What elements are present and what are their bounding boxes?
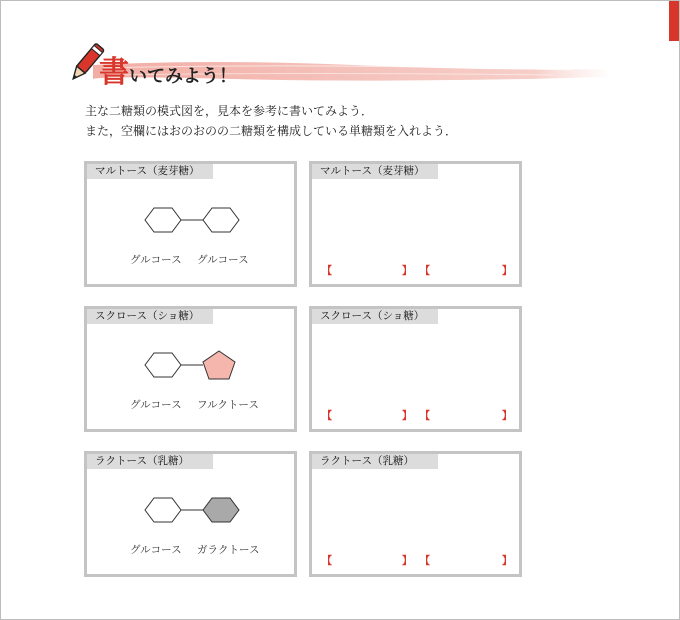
answer-bracket-open: 【 (420, 411, 430, 422)
monosaccharide-label: フルクトース (197, 399, 259, 411)
instructions (85, 101, 457, 141)
glucose-hexagon-shape (145, 353, 181, 377)
instruction-line-1: 主な二糖類の模式図を，見本を参考に書いてみよう． (85, 104, 374, 118)
monosaccharide-label: グルコース (197, 254, 249, 266)
answer-bracket-close: 】 (402, 556, 412, 567)
instruction-line-2: また，空欄にはおのおのの二糖類を構成している単糖類を入れよう． (85, 124, 458, 138)
practice-box-maltose[interactable] (309, 161, 522, 287)
answer-bracket-close: 】 (402, 266, 412, 277)
glucose-hexagon-shape (145, 208, 181, 232)
section-header (65, 41, 605, 89)
answer-bracket-close: 】 (502, 411, 512, 422)
glucose-hexagon-shape (145, 498, 181, 522)
practice-box-lactose[interactable] (309, 451, 522, 577)
example-box-lactose (84, 451, 297, 577)
example-box-sucrose (84, 306, 297, 432)
answer-bracket-close: 】 (502, 266, 512, 277)
practice-box-sucrose[interactable] (309, 306, 522, 432)
answer-bracket-close: 】 (402, 411, 412, 422)
page-edge-tab (669, 1, 679, 41)
practice-label-lactose: ラクトース（乳糖） (312, 454, 438, 469)
section-title (99, 47, 237, 91)
galactose-hexagon-shape (203, 498, 239, 522)
example-label-maltose: マルトース（麦芽糖） (87, 164, 213, 179)
answer-bracket-close: 】 (502, 556, 512, 567)
sucrose-model (87, 309, 294, 429)
glucose-hexagon-shape (203, 208, 239, 232)
answer-bracket-open: 【 (420, 266, 430, 277)
fructose-pentagon-shape (203, 351, 235, 379)
answer-bracket-open: 【 (420, 556, 430, 567)
example-label-sucrose: スクロース（ショ糖） (87, 309, 213, 324)
example-label-lactose: ラクトース（乳糖） (87, 454, 213, 469)
monosaccharide-label: グルコース (130, 399, 182, 411)
practice-label-sucrose: スクロース（ショ糖） (312, 309, 438, 324)
answer-bracket-open: 【 (322, 266, 332, 277)
title-rest: いてみよう！ (129, 66, 237, 87)
practice-label-maltose: マルトース（麦芽糖） (312, 164, 438, 179)
answer-bracket-open: 【 (322, 556, 332, 567)
example-box-maltose (84, 161, 297, 287)
monosaccharide-label: ガラクトース (197, 544, 260, 556)
lactose-model (87, 454, 294, 574)
monosaccharide-label: グルコース (130, 544, 182, 556)
answer-bracket-open: 【 (322, 411, 332, 422)
title-first-char: 書 (99, 55, 129, 90)
monosaccharide-label: グルコース (130, 254, 182, 266)
maltose-model (87, 164, 294, 284)
